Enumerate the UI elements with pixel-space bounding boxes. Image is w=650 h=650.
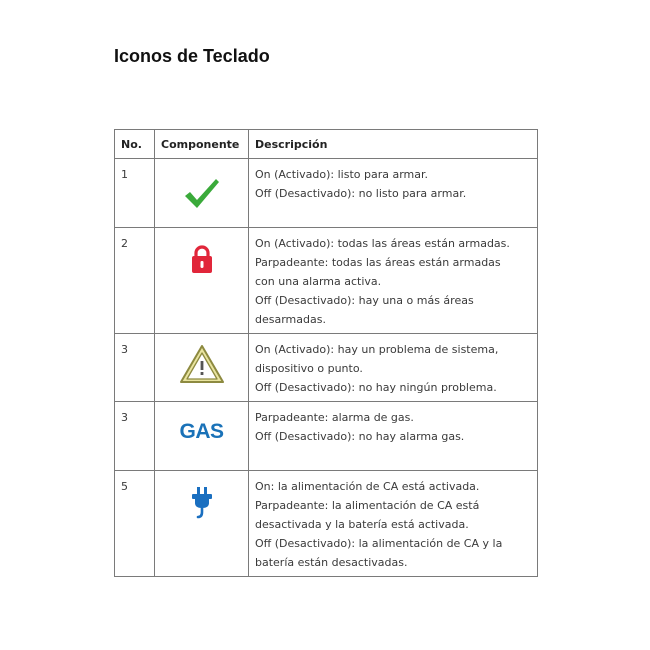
- table-row: [115, 334, 538, 402]
- check-icon: [183, 175, 221, 213]
- description-line: On (Activado): todas las áreas están armadas.: [255, 237, 510, 250]
- lock-icon: [191, 244, 213, 274]
- description-line: batería están desactivadas.: [255, 556, 408, 569]
- table-row: [115, 402, 538, 471]
- table-row: [115, 159, 538, 228]
- description-line: On (Activado): listo para armar.: [255, 168, 429, 181]
- table-row: [115, 228, 538, 334]
- description-line: Off (Desactivado): no hay ningún problema.: [255, 381, 497, 394]
- row-description: [249, 402, 538, 471]
- header-component: Componente: [155, 130, 249, 159]
- gas-icon: GAS: [179, 419, 224, 443]
- description-line: desactivada y la batería está activada.: [255, 518, 469, 531]
- description-line: Parpadeante: alarma de gas.: [255, 411, 414, 424]
- description-line: Off (Desactivado): no hay alarma gas.: [255, 430, 465, 443]
- header-description: Descripción: [249, 130, 538, 159]
- description-line: Off (Desactivado): hay una o más áreas: [255, 294, 474, 307]
- row-description: [249, 228, 538, 334]
- description-line: con una alarma activa.: [255, 275, 382, 288]
- description-line: Off (Desactivado): no listo para armar.: [255, 187, 467, 200]
- description-line: On: la alimentación de CA está activada.: [255, 480, 480, 493]
- row-description: [249, 471, 538, 577]
- description-line: dispositivo o punto.: [255, 362, 363, 375]
- description-line: Off (Desactivado): la alimentación de CA y la: [255, 537, 503, 550]
- table-row: [115, 471, 538, 577]
- row-number: 1: [115, 159, 155, 228]
- header-no: No.: [115, 130, 155, 159]
- keypad-icons-table: [114, 129, 538, 577]
- check-icon-mark: [185, 179, 219, 208]
- row-number: 3: [115, 334, 155, 402]
- row-number: 3: [115, 402, 155, 471]
- row-number: 2: [115, 228, 155, 334]
- row-description: [249, 159, 538, 228]
- description-line: Parpadeante: la alimentación de CA está: [255, 499, 480, 512]
- row-description: [249, 334, 538, 402]
- warning-icon: [179, 344, 225, 384]
- row-number: 5: [115, 471, 155, 577]
- page-title: Iconos de Teclado: [114, 46, 270, 66]
- table-header-row: [115, 130, 538, 159]
- description-line: desarmadas.: [255, 313, 326, 326]
- power-plug-icon: [190, 484, 214, 520]
- description-line: Parpadeante: todas las áreas están armadas: [255, 256, 501, 269]
- description-line: On (Activado): hay un problema de sistema,: [255, 343, 499, 356]
